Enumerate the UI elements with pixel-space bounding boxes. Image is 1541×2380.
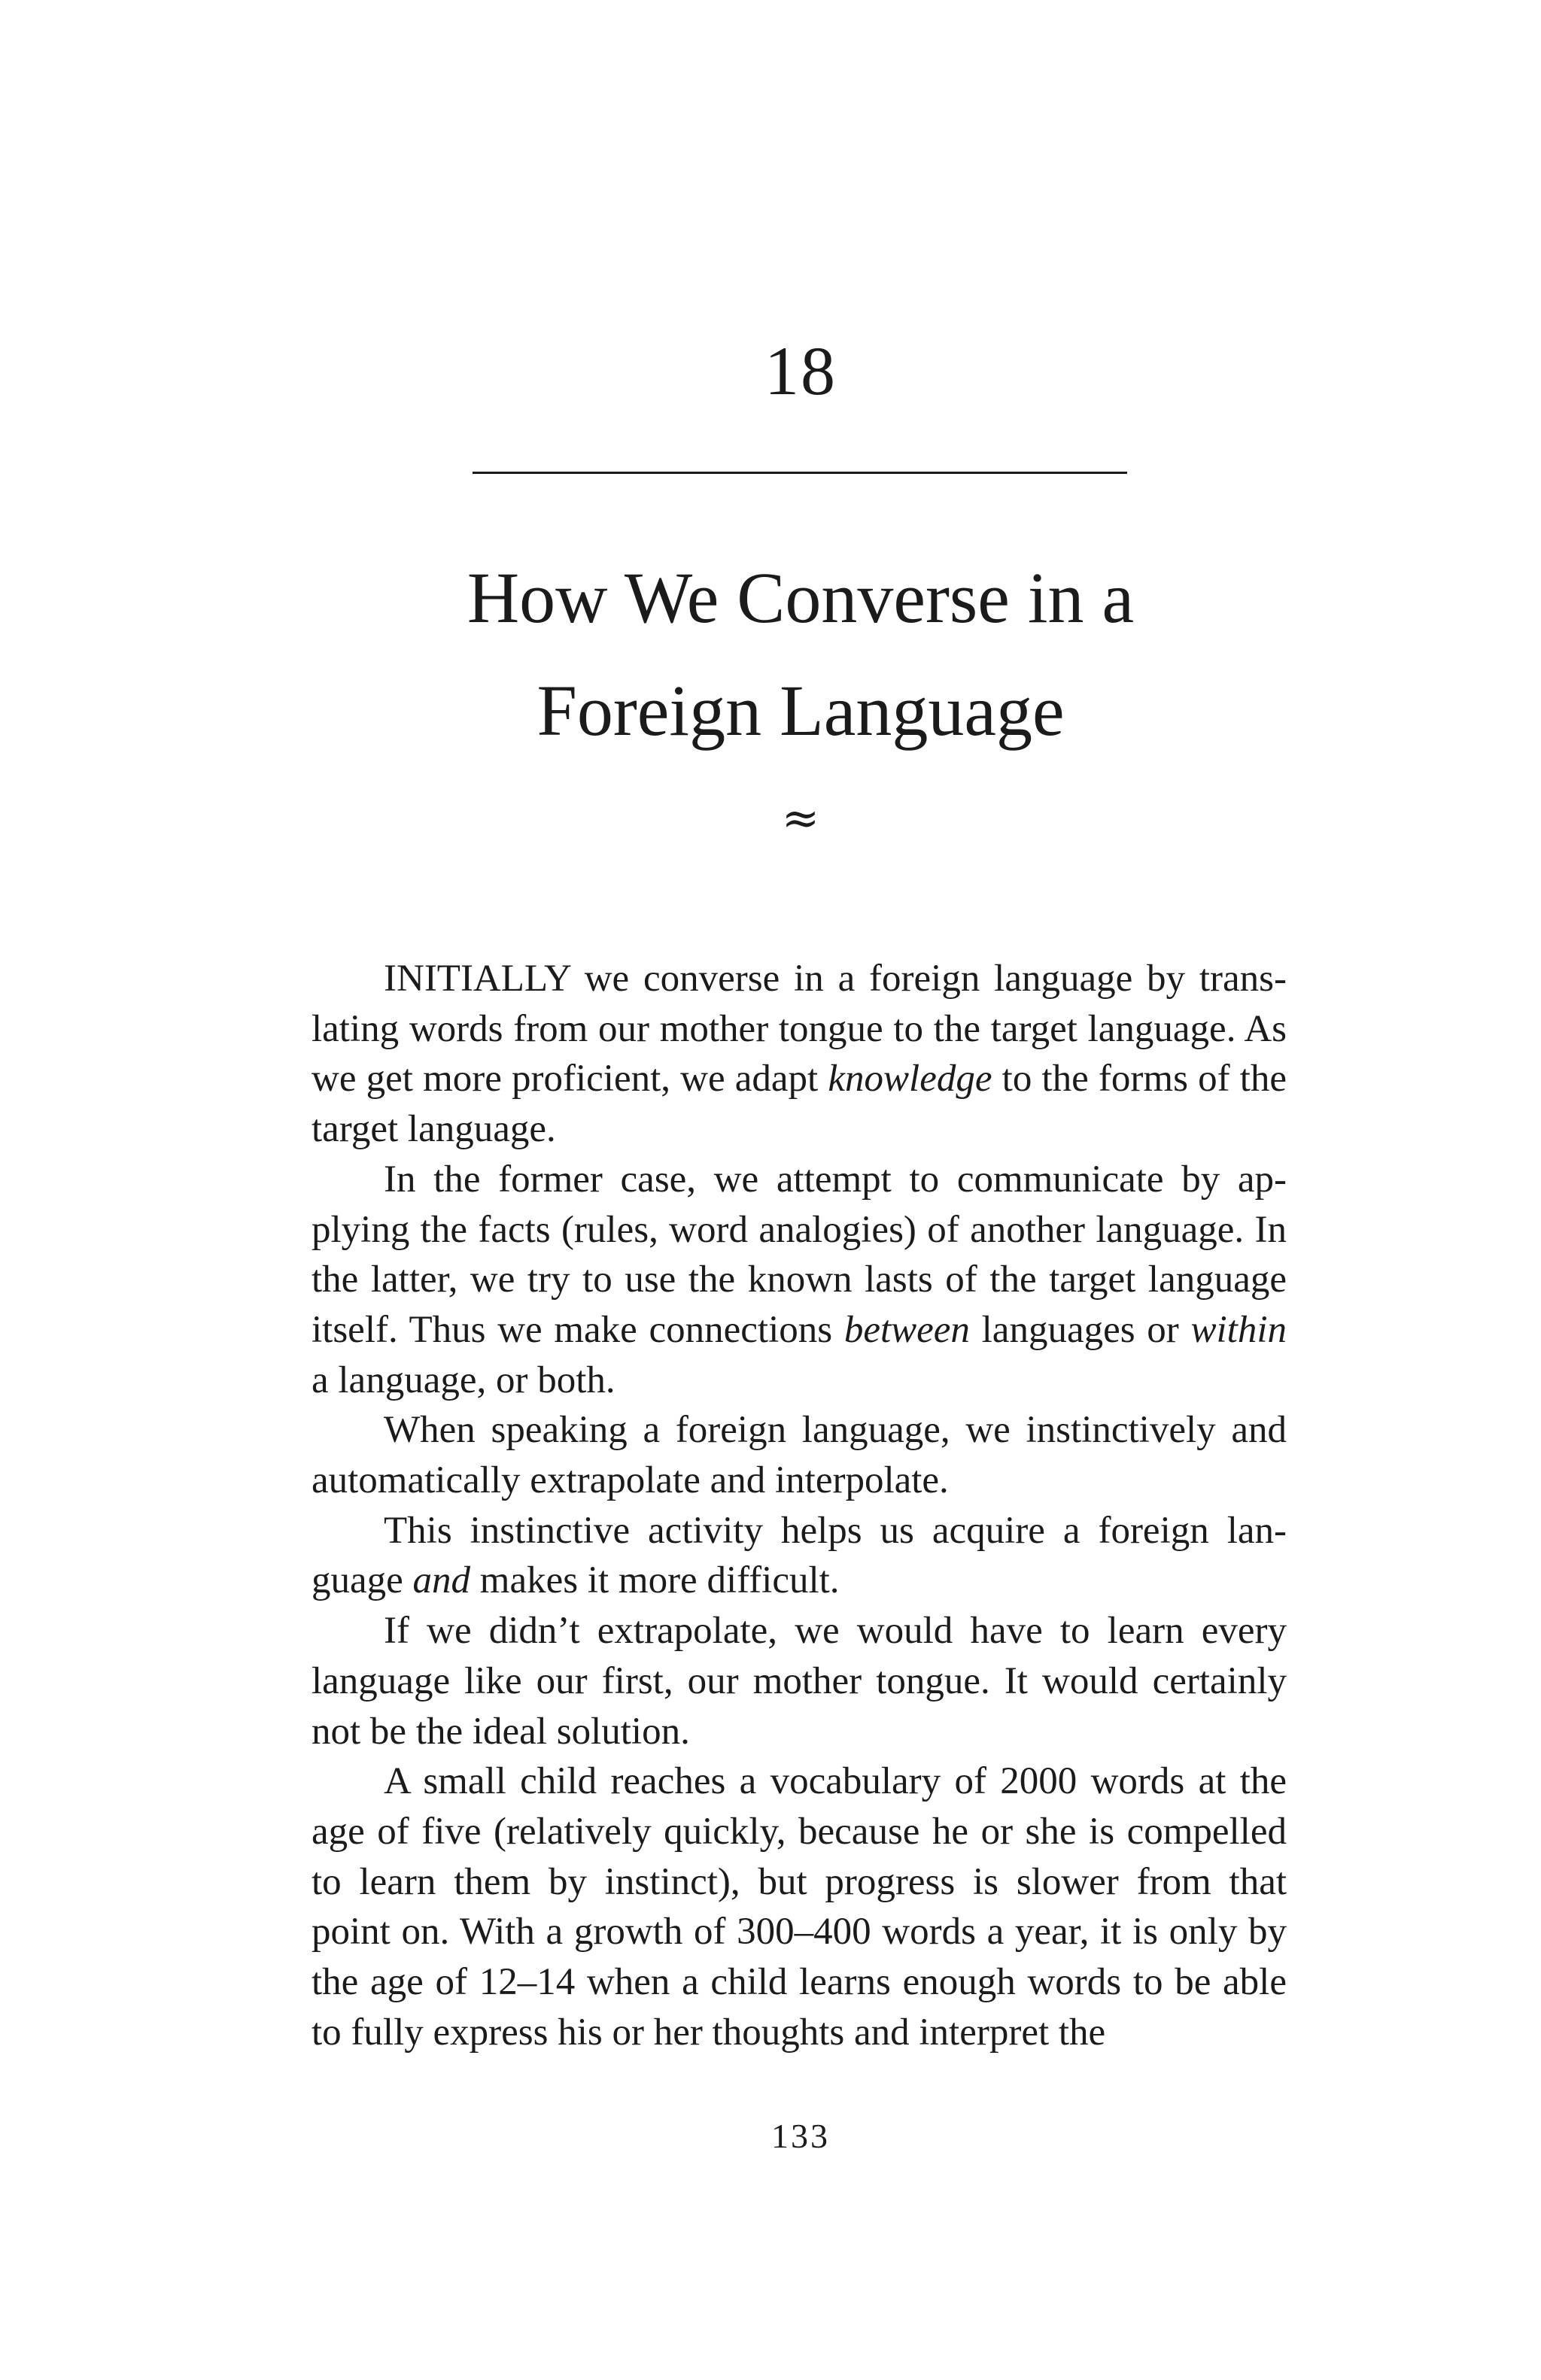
paragraph-1 <box>312 954 1287 1155</box>
paragraph-2 <box>312 1155 1287 1406</box>
emphasis-between: between <box>843 1308 970 1351</box>
text-run: makes it more difficult. <box>470 1559 840 1602</box>
chapter-title-line-1: How We Converse in a <box>467 557 1135 638</box>
body-text <box>312 954 1287 2057</box>
text-run: languages or <box>969 1308 1191 1351</box>
paragraph-4 <box>312 1506 1287 1606</box>
chapter-title <box>0 542 1541 767</box>
chapter-rule <box>473 472 1127 474</box>
emphasis-within: within <box>1190 1308 1287 1351</box>
paragraph-6 <box>312 1756 1287 2057</box>
emphasis-and: and <box>412 1559 471 1602</box>
text-run: This instinctive activity helps us acquire a foreign language <box>312 1509 1287 1602</box>
emphasis-knowledge: knowledge <box>828 1058 992 1100</box>
text-run: A small child reaches a vocabulary of 2000 words at the age of five (relatively quickly, because he or she is compelled to learn them by instinct), but progress is slower from that point on. With a growth of 300–400 words a year, it is only by the age of 12–14 when a child learns enough words to be able to fully express his or her thoughts and interpret the <box>312 1760 1287 2054</box>
page-number: 133 <box>771 2117 830 2155</box>
chapter-title-line-2: Foreign Language <box>536 670 1065 751</box>
text-run: If we didn’t extrapolate, we would have to learn every language like our first, our mother tongue. It would certainly not be the ideal solution. <box>312 1610 1287 1753</box>
text-run: INITIALLY we converse in a foreign language by translating words from our mother tongue to the target language. As we get more proficient, we adapt <box>312 958 1287 1100</box>
approximately-ornament-icon: ≈ <box>781 792 820 845</box>
text-run: When speaking a foreign language, we instinctively and automatically extrapolate and interpolate. <box>312 1409 1287 1502</box>
paragraph-5 <box>312 1606 1287 1756</box>
text-run: a language, or both. <box>312 1358 615 1401</box>
text-run: to the forms of the target language. <box>312 1058 1287 1151</box>
text-run: In the former case, we attempt to communicate by applying the facts (rules, word analogies) of another language. In the latter, we try to use the known lasts of the target language itself. Thus we make connections <box>312 1158 1287 1351</box>
chapter-number: 18 <box>764 332 837 409</box>
paragraph-3 <box>312 1405 1287 1505</box>
